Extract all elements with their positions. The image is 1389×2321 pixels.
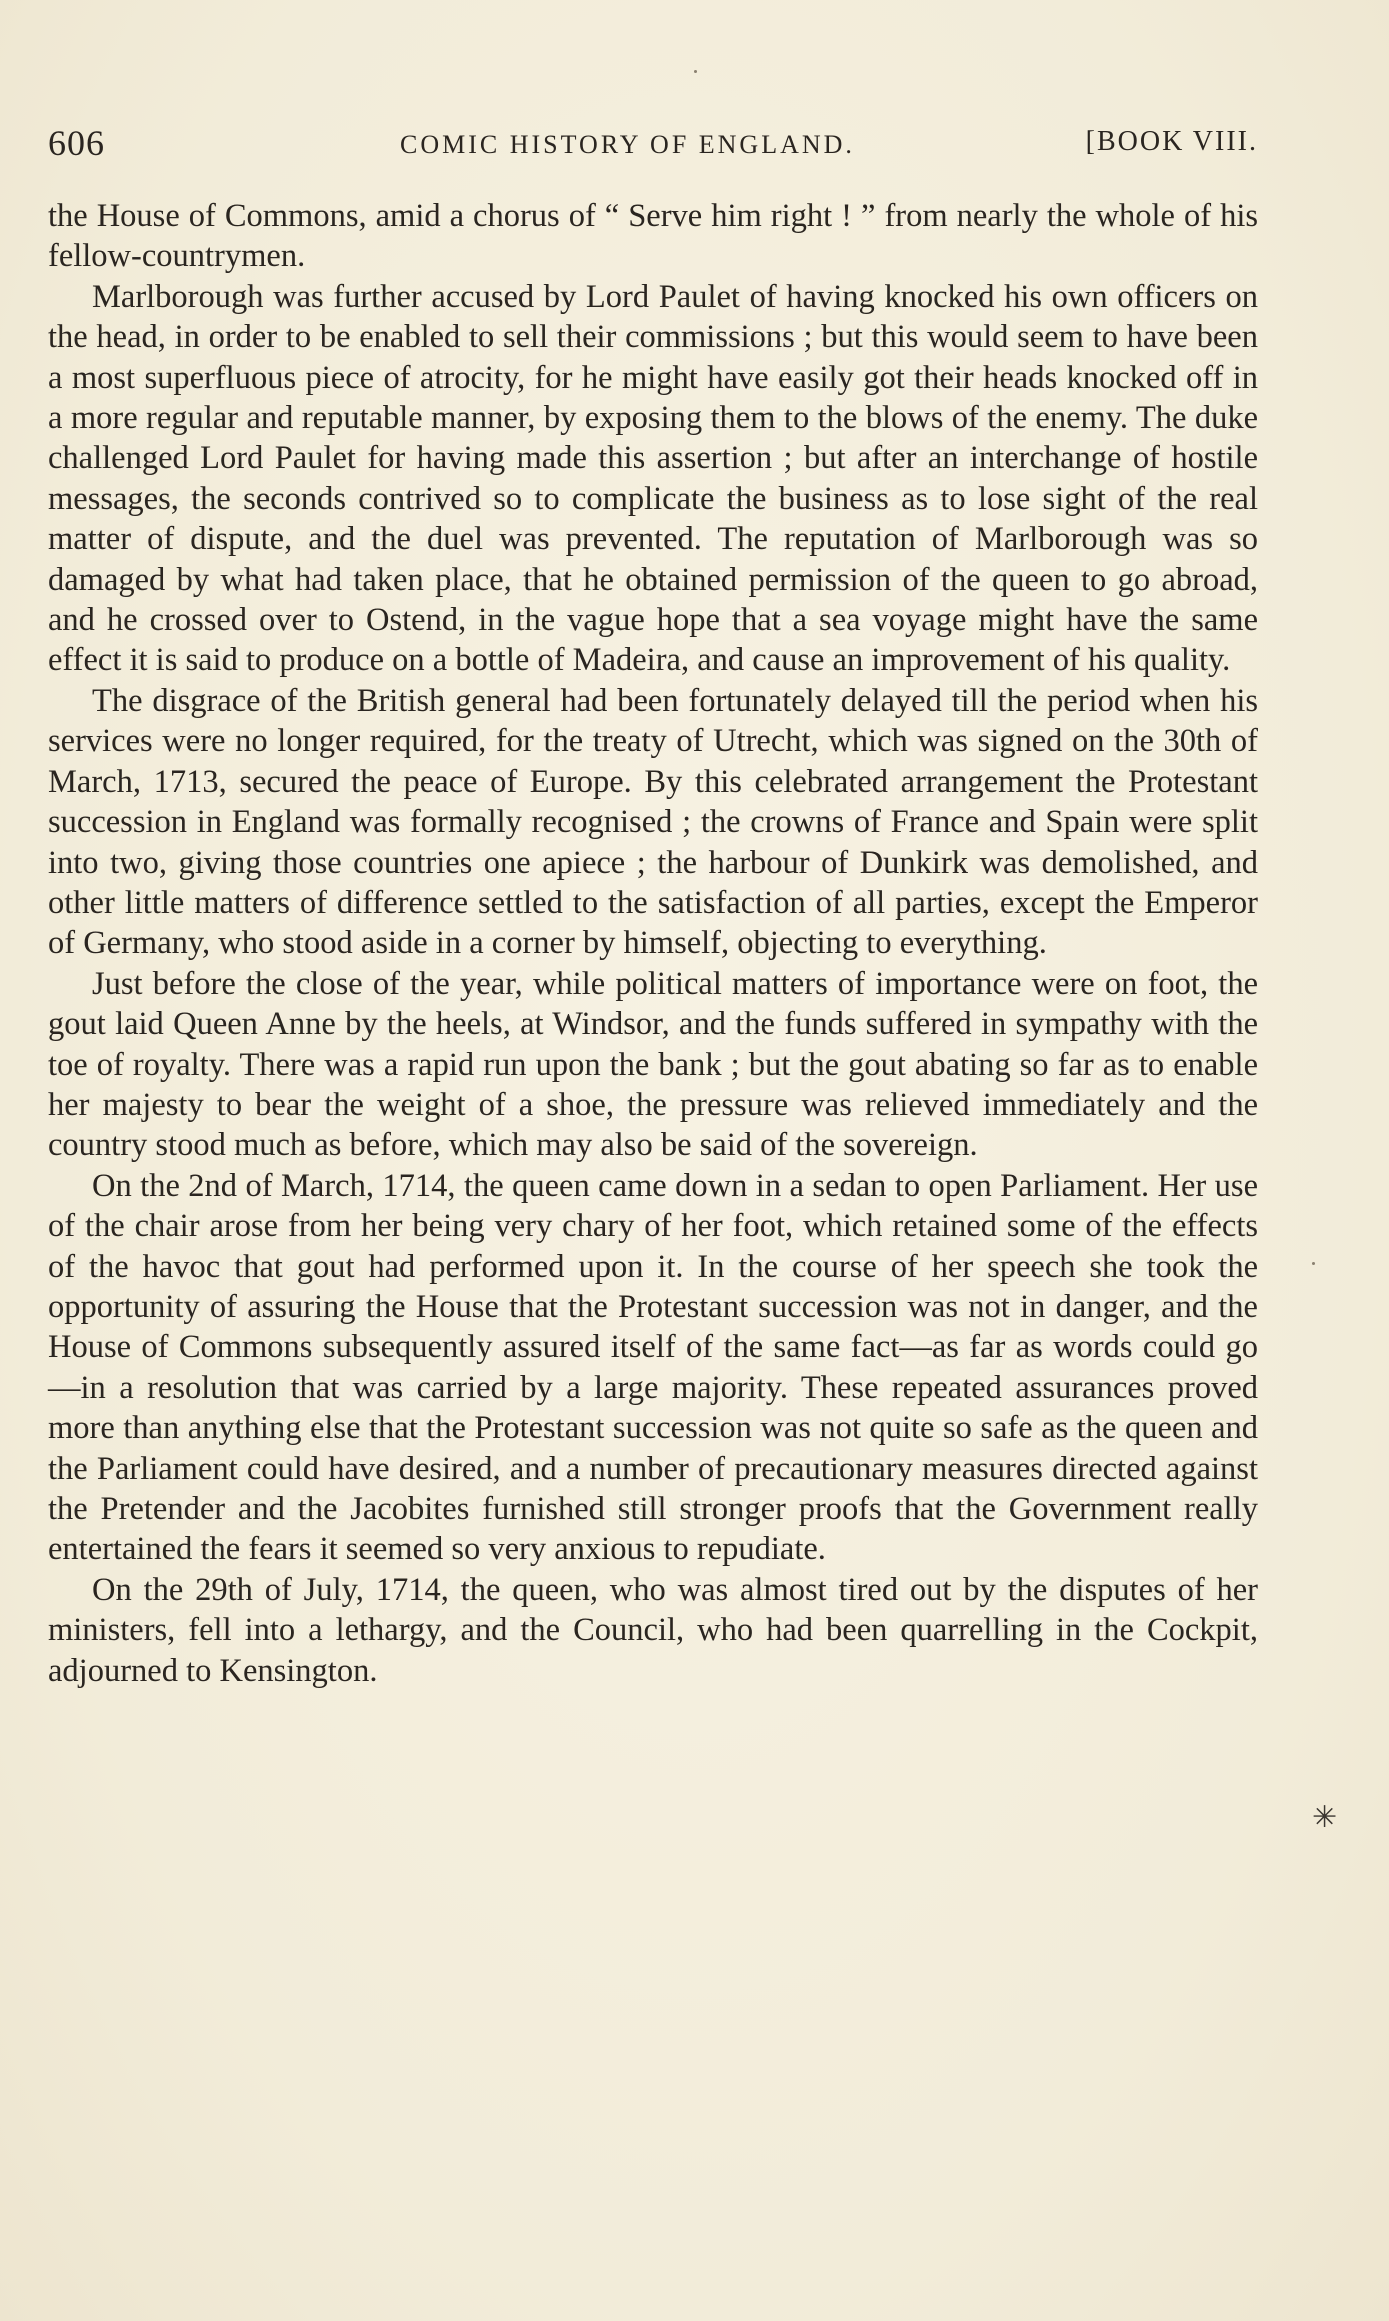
running-title: COMIC HISTORY OF ENGLAND. [400, 130, 855, 159]
paragraph-6: On the 29th of July, 1714, the queen, who was almost tired out by the disputes of her ministers, fell into a lethargy, and the Council, who had been quarrelling in the Cockpit, adjourned to Kensington. [48, 1571, 1258, 1689]
page-header [48, 122, 1258, 162]
paragraph-4: Just before the close of the year, while political matters of importance were on foot, the gout laid Queen Anne by the heels, at Windsor, and the funds suffered in sympathy with the toe of royalty. There was a rapid run upon the bank ; but the gout abating so far as to enable her majesty to bear the weight of a shoe, the pressure was relieved immediately and the country stood much as before, which may also be said of the sovereign. [48, 965, 1258, 1164]
book-label: [BOOK VIII. [1085, 126, 1258, 157]
page-number: 606 [48, 123, 105, 163]
paper-speck [694, 70, 697, 73]
paragraph-5: On the 2nd of March, 1714, the queen came down in a sedan to open Parliament. Her use of the chair arose from her being very chary of her foot, which retained some of the effects of the havoc that gout had performed upon it. In the course of her speech she took the opportunity of assuring the House that the Protestant succession was not in danger, and the House of Commons subsequently assured itself of the same fact—as far as words could go—in a resolution that was carried by a large majority. These repeated assurances proved more than anything else that the Protestant succession was not quite so safe as the queen and the Parliament could have desired, and a number of precautionary measures directed against the Pretender and the Jacobites furnished still stronger proofs that the Government really entertained the fears it seemed so very anxious to repudiate. [48, 1167, 1258, 1568]
paper-speck [1312, 1262, 1315, 1265]
margin-mark-icon: ✳ [1312, 1800, 1338, 1835]
paragraph-2: Marlborough was further accused by Lord Paulet of having knocked his own officers on the head, in order to be enabled to sell their commissions ; but this would seem to have been a most superfluous piece of atrocity, for he might have easily got their heads knocked off in a more regular and reputable manner, by exposing them to the blows of the enemy. The duke challenged Lord Paulet for having made this assertion ; but after an interchange of hostile messages, the seconds contrived so to complicate the business as to lose sight of the real matter of dispute, and the duel was prevented. The reputation of Marlborough was so damaged by what had taken place, that he obtained permission of the queen to go abroad, and he crossed over to Ostend, in the vague hope that a sea voyage might have the same effect it is said to produce on a bottle of Madeira, and cause an improvement of his quality. [48, 278, 1258, 679]
paragraph-1: the House of Commons, amid a chorus of “ Serve him right ! ” from nearly the whole of his fellow-countrymen. [48, 198, 1258, 275]
body-text [48, 196, 1258, 1691]
paragraph-3: The disgrace of the British general had been fortunately delayed till the period when his services were no longer required, for the treaty of Utrecht, which was signed on the 30th of March, 1713, secured the peace of Europe. By this celebrated arrangement the Protestant succession in England was formally recognised ; the crowns of France and Spain were split into two, giving those countries one apiece ; the harbour of Dunkirk was demolished, and other little matters of difference settled to the satisfaction of all parties, except the Emperor of Germany, who stood aside in a corner by himself, objecting to everything. [48, 682, 1258, 962]
